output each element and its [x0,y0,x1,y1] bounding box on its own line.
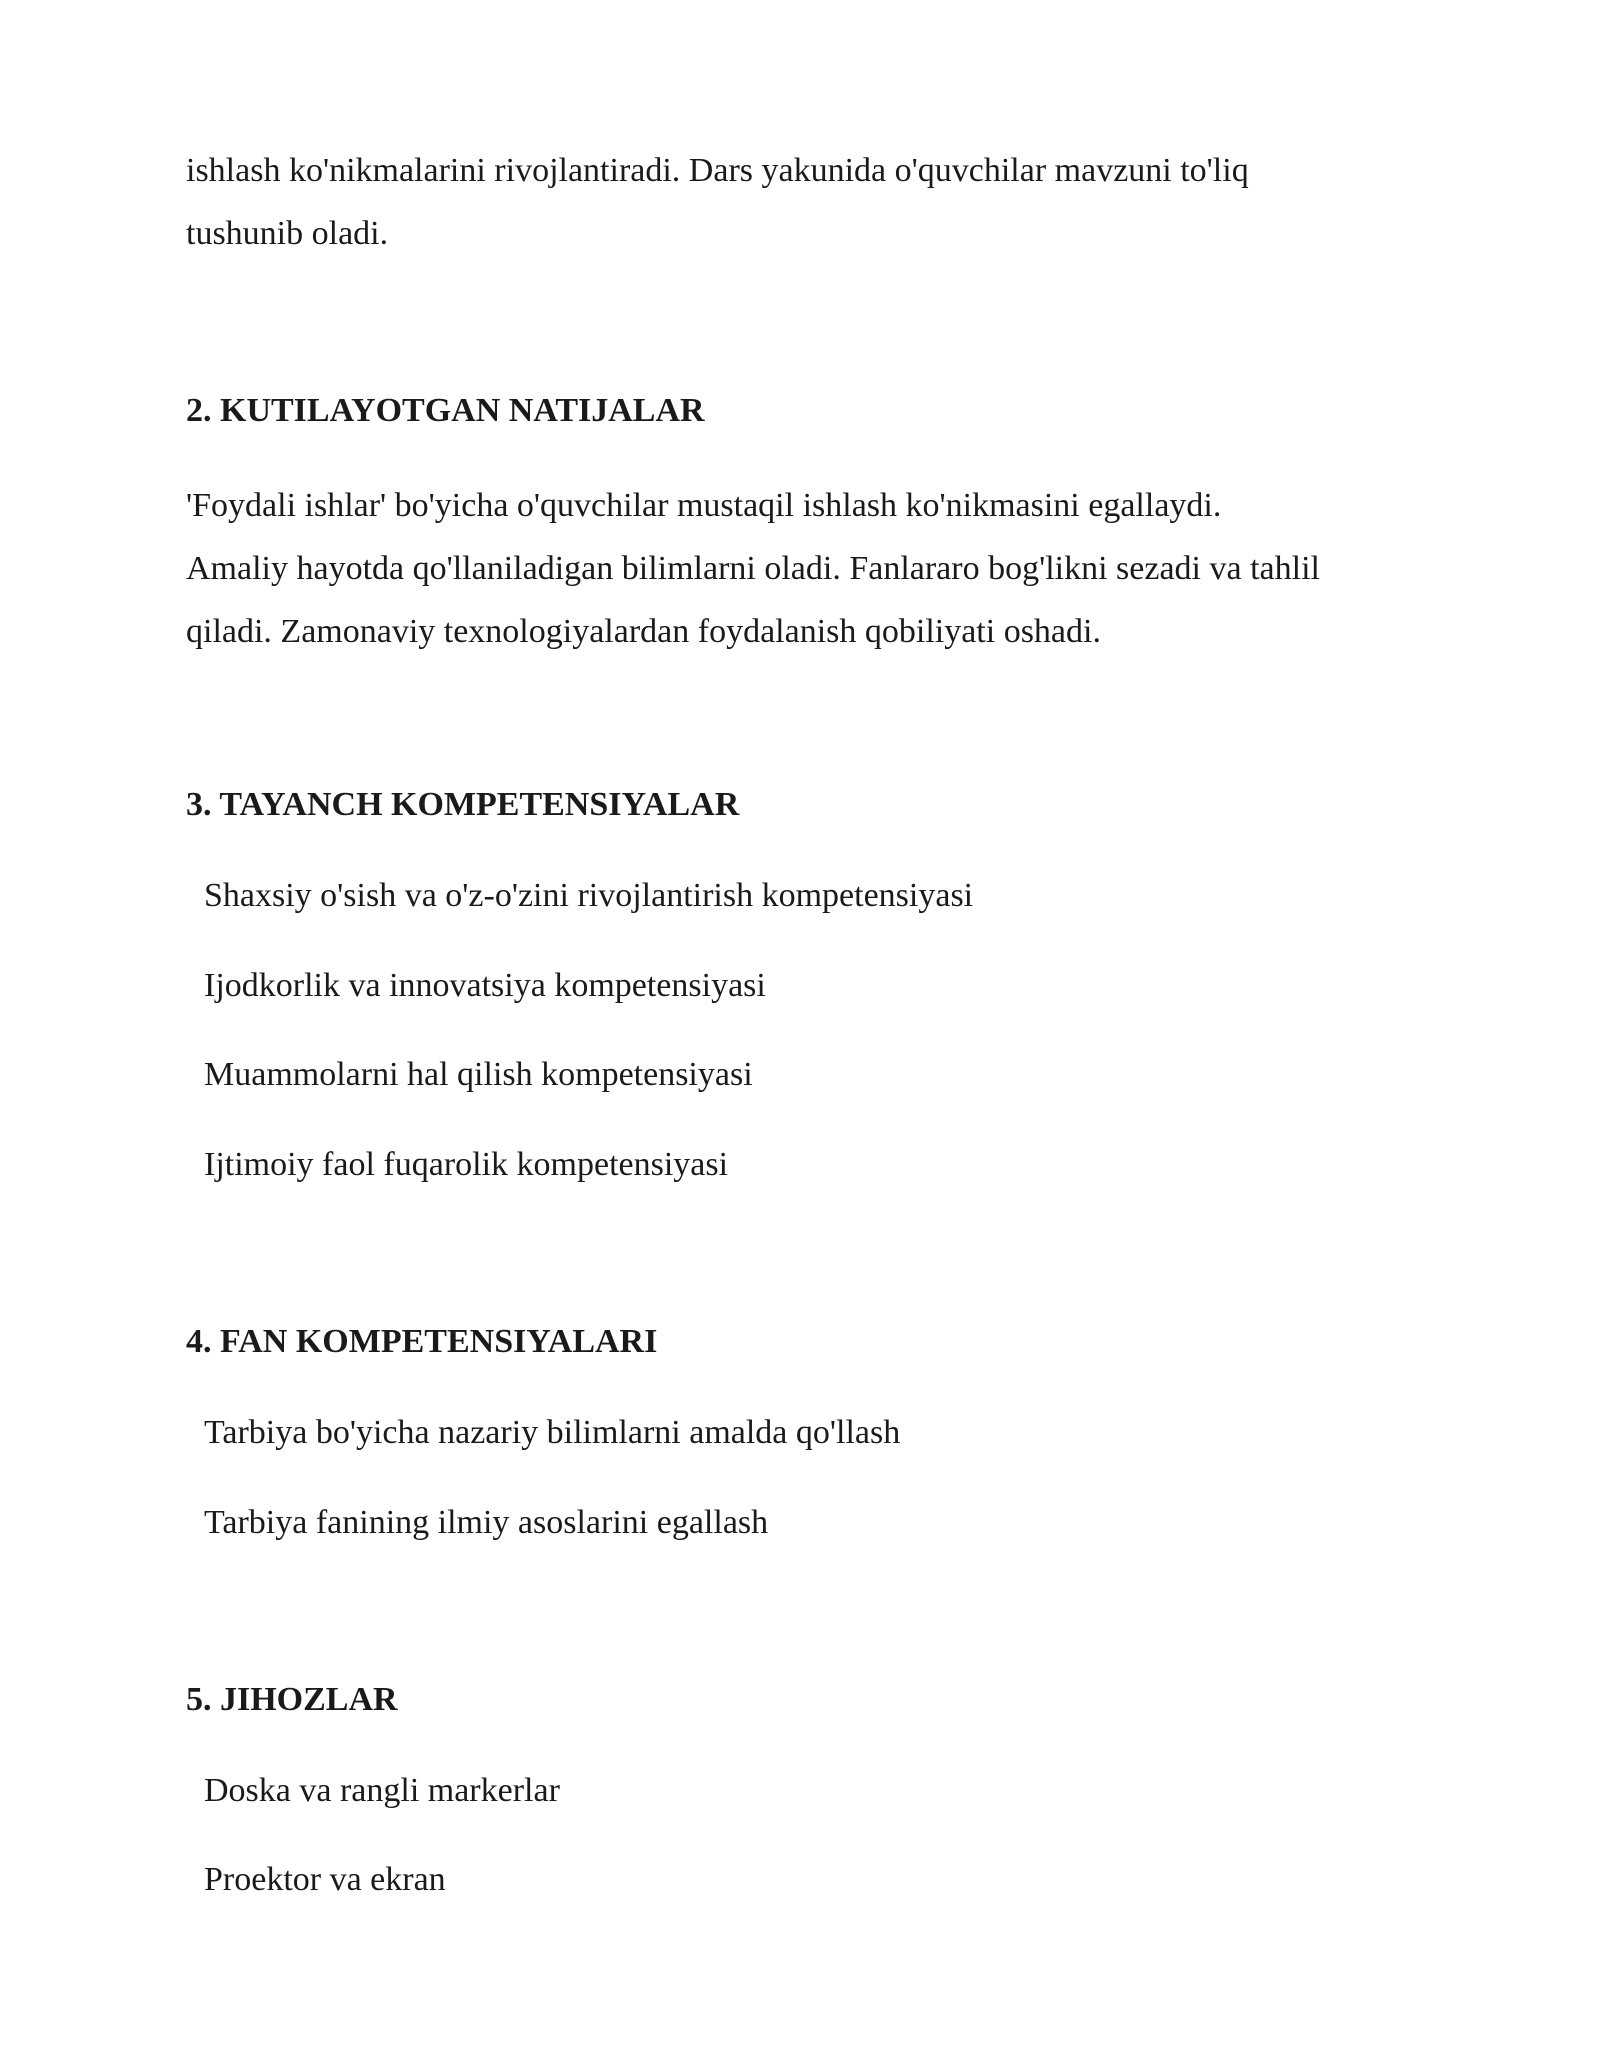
list-item: Shaxsiy o'sish va o'z-o'zini rivojlantirish kompetensiyasi [204,877,974,914]
intro-line-2: tushunib oladi. [186,215,389,252]
list-item: Tarbiya bo'yicha nazariy bilimlarni amalda qo'llash [204,1414,901,1451]
natijalar-line-1: 'Foydali ishlar' bo'yicha o'quvchilar mustaqil ishlash ko'nikmasini egallaydi. [186,487,1222,524]
natijalar-line-2: Amaliy hayotda qo'llaniladigan bilimlarni oladi. Fanlararo bog'likni sezadi va tahlil [186,550,1320,587]
section-heading-natijalar: 2. KUTILAYOTGAN NATIJALAR [186,392,705,429]
natijalar-line-3: qiladi. Zamonaviy texnologiyalardan foydalanish qobiliyati oshadi. [186,613,1101,650]
list-item: Ijodkorlik va innovatsiya kompetensiyasi [204,967,766,1004]
list-item: Ijtimoiy faol fuqarolik kompetensiyasi [204,1146,729,1183]
section-heading-fan: 4. FAN KOMPETENSIYALARI [186,1323,658,1360]
list-item: Proektor va ekran [204,1861,446,1898]
list-item: Muammolarni hal qilish kompetensiyasi [204,1056,753,1093]
section-heading-tayanch: 3. TAYANCH KOMPETENSIYALAR [186,786,740,823]
intro-line-1: ishlash ko'nikmalarini rivojlantiradi. Dars yakunida o'quvchilar mavzuni to'liq [186,152,1249,189]
list-item: Doska va rangli markerlar [204,1772,560,1809]
list-item: Tarbiya fanining ilmiy asoslarini egallash [204,1504,769,1541]
section-heading-jihozlar: 5. JIHOZLAR [186,1681,398,1718]
